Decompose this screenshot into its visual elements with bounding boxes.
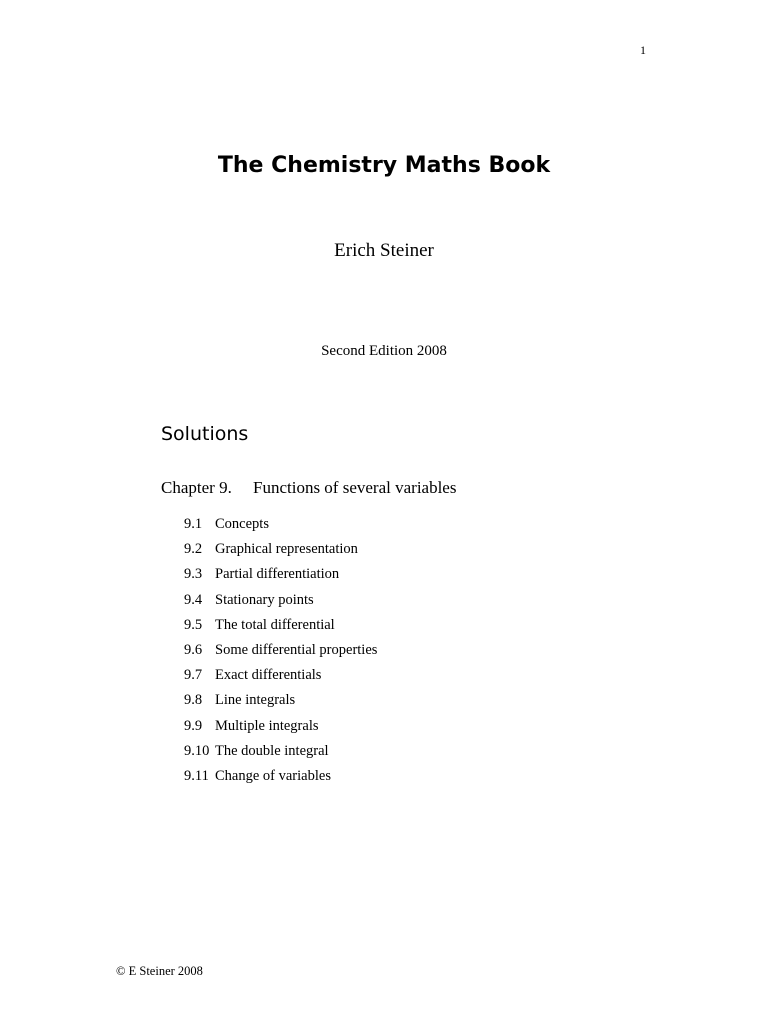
book-title: The Chemistry Maths Book (217, 153, 551, 178)
toc-item-number: 9.9 (184, 717, 203, 734)
chapter-heading (161, 476, 456, 500)
section-heading: Solutions (161, 423, 249, 445)
toc-item-title: The total differential (215, 616, 335, 633)
toc-item-number: 9.5 (184, 616, 203, 633)
toc-item-number: 9.6 (184, 641, 203, 658)
copyright-footer: © E Steiner 2008 (116, 964, 203, 978)
toc-item (184, 689, 377, 714)
toc-item-title: Exact differentials (215, 667, 322, 684)
table-of-contents (184, 513, 377, 790)
toc-item-title: Change of variables (215, 767, 331, 784)
toc-item-number: 9.4 (184, 591, 203, 608)
toc-item (184, 538, 377, 563)
toc-item-title: Partial differentiation (215, 566, 340, 583)
toc-item (184, 740, 377, 765)
toc-item (184, 639, 377, 664)
toc-item-number: 9.7 (184, 667, 203, 684)
toc-item-title: Line integrals (215, 692, 296, 709)
toc-item (184, 513, 377, 538)
toc-item (184, 614, 377, 639)
toc-item (184, 765, 377, 790)
toc-item-title: Some differential properties (215, 641, 378, 658)
toc-item-number: 9.2 (184, 541, 203, 558)
toc-item-number: 9.11 (184, 767, 209, 784)
toc-item-title: Graphical representation (215, 541, 358, 558)
toc-item-title: Concepts (215, 516, 269, 532)
toc-item (184, 563, 377, 588)
edition-line: Second Edition 2008 (321, 343, 447, 359)
toc-item (184, 715, 377, 740)
chapter-title: Functions of several variables (253, 478, 457, 497)
toc-item-number: 9.8 (184, 692, 203, 709)
toc-item-number: 9.10 (184, 742, 210, 759)
toc-item-title: Multiple integrals (215, 717, 319, 734)
toc-item-number: 9.3 (184, 566, 203, 583)
toc-item-title: The double integral (215, 742, 329, 759)
page-number: 1 (640, 43, 646, 57)
toc-item (184, 589, 377, 614)
toc-item-title: Stationary points (215, 591, 314, 608)
toc-item-number: 9.1 (184, 516, 203, 532)
chapter-number: Chapter 9. (161, 478, 232, 497)
toc-item (184, 664, 377, 689)
author-name: Erich Steiner (334, 240, 434, 261)
